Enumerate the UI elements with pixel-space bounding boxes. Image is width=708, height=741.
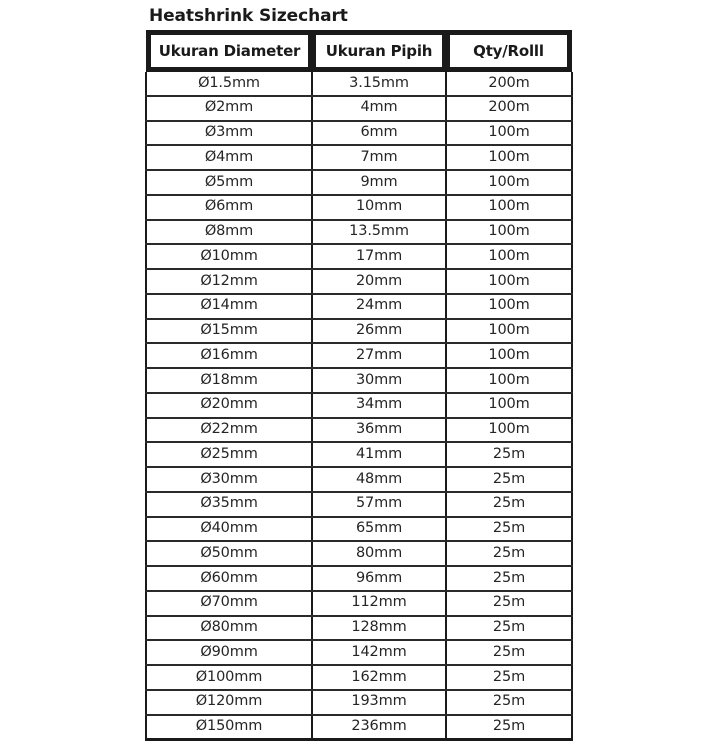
cell-qty: 200m bbox=[446, 72, 572, 96]
table-row bbox=[146, 393, 572, 418]
table-row bbox=[146, 492, 572, 517]
column-header-diameter bbox=[146, 30, 312, 72]
table-row bbox=[146, 640, 572, 665]
cell-flat: 30mm bbox=[312, 368, 446, 393]
table-row bbox=[146, 319, 572, 344]
cell-flat: 142mm bbox=[312, 640, 446, 665]
cell-qty: 25m bbox=[446, 715, 572, 740]
cell-flat: 162mm bbox=[312, 665, 446, 690]
cell-diameter: Ø8mm bbox=[146, 220, 312, 245]
cell-flat: 36mm bbox=[312, 418, 446, 443]
cell-flat: 20mm bbox=[312, 269, 446, 294]
cell-qty: 100m bbox=[446, 145, 572, 170]
cell-flat: 4mm bbox=[312, 96, 446, 121]
cell-diameter: Ø3mm bbox=[146, 121, 312, 146]
table-row bbox=[146, 195, 572, 220]
cell-diameter: Ø30mm bbox=[146, 467, 312, 492]
cell-qty: 25m bbox=[446, 566, 572, 591]
cell-flat: 48mm bbox=[312, 467, 446, 492]
table-row bbox=[146, 566, 572, 591]
cell-qty: 100m bbox=[446, 244, 572, 269]
cell-flat: 80mm bbox=[312, 541, 446, 566]
table-body bbox=[146, 72, 572, 740]
cell-flat: 27mm bbox=[312, 343, 446, 368]
table-row bbox=[146, 72, 572, 96]
cell-qty: 100m bbox=[446, 220, 572, 245]
cell-qty: 100m bbox=[446, 393, 572, 418]
cell-diameter: Ø40mm bbox=[146, 517, 312, 542]
cell-flat: 112mm bbox=[312, 591, 446, 616]
cell-qty: 25m bbox=[446, 492, 572, 517]
cell-diameter: Ø18mm bbox=[146, 368, 312, 393]
cell-diameter: Ø50mm bbox=[146, 541, 312, 566]
cell-flat: 128mm bbox=[312, 616, 446, 641]
column-header-qty-label: Qty/Rolll bbox=[450, 35, 567, 67]
cell-qty: 100m bbox=[446, 368, 572, 393]
cell-qty: 25m bbox=[446, 640, 572, 665]
cell-flat: 9mm bbox=[312, 170, 446, 195]
cell-qty: 25m bbox=[446, 591, 572, 616]
table-row bbox=[146, 170, 572, 195]
cell-qty: 100m bbox=[446, 294, 572, 319]
table-row bbox=[146, 145, 572, 170]
cell-diameter: Ø90mm bbox=[146, 640, 312, 665]
sizechart-table-container bbox=[145, 30, 571, 741]
cell-diameter: Ø1.5mm bbox=[146, 72, 312, 96]
table-row bbox=[146, 269, 572, 294]
cell-qty: 25m bbox=[446, 665, 572, 690]
table-row bbox=[146, 96, 572, 121]
table-row bbox=[146, 517, 572, 542]
table-row bbox=[146, 715, 572, 740]
cell-diameter: Ø2mm bbox=[146, 96, 312, 121]
cell-flat: 10mm bbox=[312, 195, 446, 220]
table-row bbox=[146, 418, 572, 443]
column-header-flat-label: Ukuran Pipih bbox=[316, 35, 442, 67]
cell-diameter: Ø15mm bbox=[146, 319, 312, 344]
table-header bbox=[146, 30, 572, 72]
cell-flat: 3.15mm bbox=[312, 72, 446, 96]
cell-diameter: Ø60mm bbox=[146, 566, 312, 591]
table-row bbox=[146, 220, 572, 245]
table-row bbox=[146, 368, 572, 393]
table-row bbox=[146, 690, 572, 715]
sizechart-table bbox=[145, 30, 573, 741]
cell-flat: 193mm bbox=[312, 690, 446, 715]
cell-flat: 57mm bbox=[312, 492, 446, 517]
cell-qty: 100m bbox=[446, 319, 572, 344]
cell-flat: 34mm bbox=[312, 393, 446, 418]
cell-diameter: Ø14mm bbox=[146, 294, 312, 319]
cell-diameter: Ø16mm bbox=[146, 343, 312, 368]
cell-diameter: Ø22mm bbox=[146, 418, 312, 443]
cell-qty: 200m bbox=[446, 96, 572, 121]
cell-qty: 100m bbox=[446, 343, 572, 368]
cell-diameter: Ø4mm bbox=[146, 145, 312, 170]
table-row bbox=[146, 591, 572, 616]
cell-qty: 25m bbox=[446, 517, 572, 542]
column-header-qty bbox=[446, 30, 572, 72]
cell-diameter: Ø12mm bbox=[146, 269, 312, 294]
table-row bbox=[146, 665, 572, 690]
cell-qty: 25m bbox=[446, 690, 572, 715]
cell-diameter: Ø20mm bbox=[146, 393, 312, 418]
cell-qty: 100m bbox=[446, 269, 572, 294]
cell-qty: 25m bbox=[446, 442, 572, 467]
cell-diameter: Ø120mm bbox=[146, 690, 312, 715]
cell-flat: 96mm bbox=[312, 566, 446, 591]
cell-flat: 65mm bbox=[312, 517, 446, 542]
cell-flat: 24mm bbox=[312, 294, 446, 319]
cell-qty: 100m bbox=[446, 121, 572, 146]
table-row bbox=[146, 343, 572, 368]
table-row bbox=[146, 467, 572, 492]
cell-qty: 25m bbox=[446, 616, 572, 641]
cell-diameter: Ø100mm bbox=[146, 665, 312, 690]
cell-flat: 13.5mm bbox=[312, 220, 446, 245]
cell-flat: 41mm bbox=[312, 442, 446, 467]
cell-diameter: Ø10mm bbox=[146, 244, 312, 269]
table-row bbox=[146, 294, 572, 319]
cell-diameter: Ø6mm bbox=[146, 195, 312, 220]
cell-qty: 100m bbox=[446, 170, 572, 195]
cell-diameter: Ø150mm bbox=[146, 715, 312, 740]
cell-flat: 236mm bbox=[312, 715, 446, 740]
table-row bbox=[146, 541, 572, 566]
table-row bbox=[146, 121, 572, 146]
cell-qty: 100m bbox=[446, 195, 572, 220]
table-row bbox=[146, 244, 572, 269]
cell-qty: 25m bbox=[446, 541, 572, 566]
column-header-diameter-label: Ukuran Diameter bbox=[151, 35, 308, 67]
column-header-flat bbox=[312, 30, 446, 72]
cell-flat: 7mm bbox=[312, 145, 446, 170]
cell-diameter: Ø25mm bbox=[146, 442, 312, 467]
cell-diameter: Ø35mm bbox=[146, 492, 312, 517]
table-row bbox=[146, 616, 572, 641]
cell-qty: 100m bbox=[446, 418, 572, 443]
cell-flat: 17mm bbox=[312, 244, 446, 269]
table-row bbox=[146, 442, 572, 467]
header-row bbox=[146, 30, 572, 72]
page-title: Heatshrink Sizechart bbox=[149, 6, 348, 26]
cell-qty: 25m bbox=[446, 467, 572, 492]
cell-flat: 6mm bbox=[312, 121, 446, 146]
cell-diameter: Ø5mm bbox=[146, 170, 312, 195]
cell-diameter: Ø80mm bbox=[146, 616, 312, 641]
cell-diameter: Ø70mm bbox=[146, 591, 312, 616]
cell-flat: 26mm bbox=[312, 319, 446, 344]
